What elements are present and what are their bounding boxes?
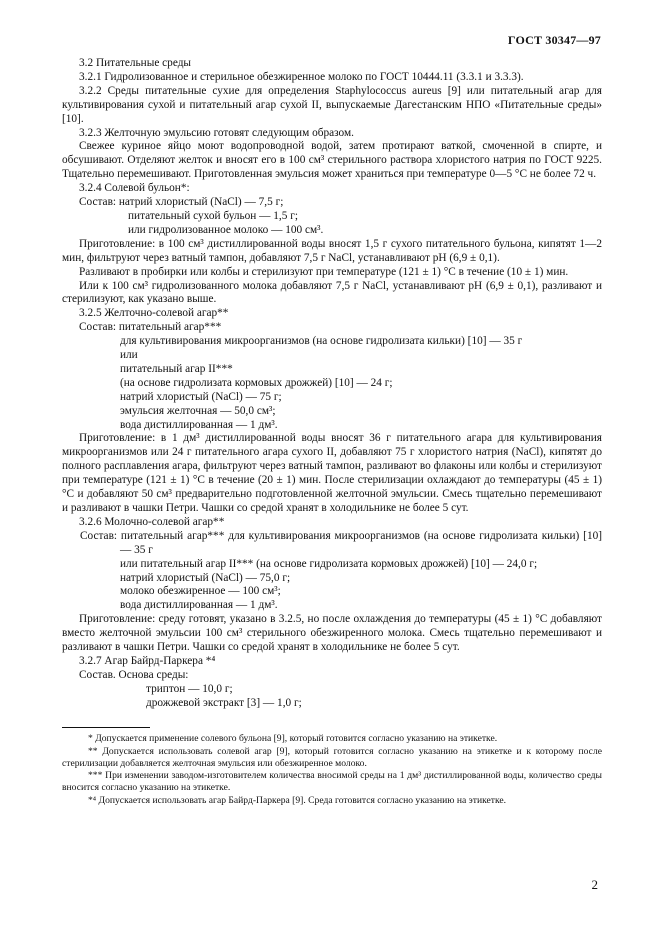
paragraph: 3.2.4 Солевой бульон*: (79, 182, 190, 195)
paragraph: 3.2.7 Агар Байрд-Паркера *⁴ (79, 654, 216, 667)
paragraph: натрий хлористый (NaCl) — 75 г; (120, 390, 282, 403)
paragraph: 3.2.6 Молочно-солевой агар** (79, 515, 225, 528)
paragraph: Приготовление: в 1 дм³ дистиллированной воды вносят 36 г питательного агара для культивирования микроорганизмов или 24 г питательного агара сухого II, добавляют 75 г хлористого натрия (NaCl), кипятят до полного расплавления агара, фильтруют через ватный тампон, разливают во флаконы или колбы и стерилизуют при температуре (121 ± 1) °С в течение (20 ± 1) мин. После стерилизации охлаждают до температуры (45 ± 1) °С и добавляют 50 см³ предварительно подготовленной желточной эмульсии. Смесь тщательно перемешивают и разливают в чашки Петри. Чашки со средой хранят в холодильнике не более 5 сут. (62, 432, 602, 514)
paragraph: для культивирования микроорганизмов (на основе гидролизата кильки) [10] — 35 г (120, 335, 523, 348)
footnotes (62, 733, 602, 808)
section-heading (62, 57, 602, 71)
paragraph: триптон — 10,0 г; (146, 682, 233, 695)
paragraph: дрожжевой экстракт [3] — 1,0 г; (146, 696, 302, 709)
paragraph: 3.2.1 Гидролизованное и стерильное обезжиренное молоко по ГОСТ 10444.11 (3.3.1 и 3.3.3). (79, 70, 524, 83)
main-text (62, 57, 602, 711)
paragraph: или питательный агар II*** (на основе гидролизата кормовых дрожжей) [10] — 24,0 г; (120, 557, 538, 570)
paragraph: Приготовление: в 100 см³ дистиллированной воды вносят 1,5 г сухого питательного бульона, кипятят 1—2 мин, фильтруют через ватный тампон, добавляют 7,5 г NaCl, устанавливают pH (6,9 ± 0,1). (62, 237, 602, 264)
page-number: 2 (591, 877, 598, 892)
paragraph: 3.2.3 Желточную эмульсию готовят следующим образом. (79, 126, 354, 139)
paragraph: 3.2.2 Среды питательные сухие для определения Staphylococcus aureus [9] или питательный агар для культивирования сухой и питательный агар сухой II, выпускаемые Дагестанским НПО «Питательные среды» [10]. (62, 84, 602, 125)
paragraph: (на основе гидролизата кормовых дрожжей) [10] — 24 г; (120, 376, 393, 389)
paragraph: Или к 100 см³ гидролизованного молока добавляют 7,5 г NaCl, устанавливают pH (6,9 ± 0,1), разливают и стерилизуют, как указано выше. (62, 279, 602, 306)
paragraph: 3.2 Питательные среды (79, 57, 192, 69)
paragraph: вода дистиллированная — 1 дм³. (120, 599, 278, 612)
paragraph: питательный агар II*** (120, 362, 233, 375)
paragraph: питательный сухой бульон — 1,5 г; (128, 209, 298, 222)
standard-code: ГОСТ 30347—97 (507, 33, 601, 47)
footnote-divider (62, 727, 150, 728)
paragraph: или гидролизованное молоко — 100 см³. (128, 223, 324, 236)
paragraph: Разливают в пробирки или колбы и стерилизуют при температуре (121 ± 1) °С в течение (10 ± 1) мин. (79, 265, 569, 278)
footnote: * Допускается применение солевого бульона [9], который готовится согласно указанию на этикетке. (88, 733, 498, 744)
paragraph: Свежее куриное яйцо моют водопроводной водой, затем протирают ваткой, смоченной в спирте, и обсушивают. Отделяют желток и вносят его в 100 см³ стерильного раствора хлористого натрия по ГОСТ 9225. Тщательно перемешивают. Приготовленная эмульсия может храниться при температуре 0—5 °С не более 72 ч. (62, 140, 602, 181)
paragraph: натрий хлористый (NaCl) — 75,0 г; (120, 571, 291, 584)
footnote: *** При изменении заводом-изготовителем количества вносимой среды на 1 дм³ дистиллированной воды, количество среды вносится согласно указанию на этикетке. (62, 770, 602, 794)
paragraph: вода дистиллированная — 1 дм³. (120, 418, 278, 431)
paragraph: Состав. Основа среды: (79, 668, 189, 681)
paragraph: эмульсия желточная — 50,0 см³; (120, 404, 276, 417)
paragraph: Состав: питательный агар*** для культивирования микроорганизмов (на основе гидролизата кильки) [10] — 35 г (80, 529, 602, 556)
paragraph: 3.2.5 Желточно-солевой агар** (79, 307, 229, 320)
footnote: ** Допускается использовать солевой агар [9], который готовится согласно указанию на этикетке и к которому после стерилизации добавляется желточная эмульсия или обезжиренное молоко. (62, 745, 602, 769)
paragraph: Состав: питательный агар*** (79, 321, 222, 334)
footnote: *⁴ Допускается использовать агар Байрд-Паркера [9]. Среда готовится согласно указанию на этикетке. (88, 794, 507, 806)
paragraph: или (120, 349, 138, 362)
paragraph: Приготовление: среду готовят, указано в 3.2.5, но после охлаждения до температуры (45 ± 1) °С добавляют вместо желточной эмульсии 100 см³ стерильного обезжиренного молока. Смесь тщательно перемешивают и разливают в чашки Петри. Чашки со средой хранят в холодильнике не более 5 сут. (62, 613, 602, 654)
paragraph: Состав: натрий хлористый (NaCl) — 7,5 г; (79, 196, 284, 209)
paragraph: молоко обезжиренное — 100 см³; (120, 585, 281, 598)
